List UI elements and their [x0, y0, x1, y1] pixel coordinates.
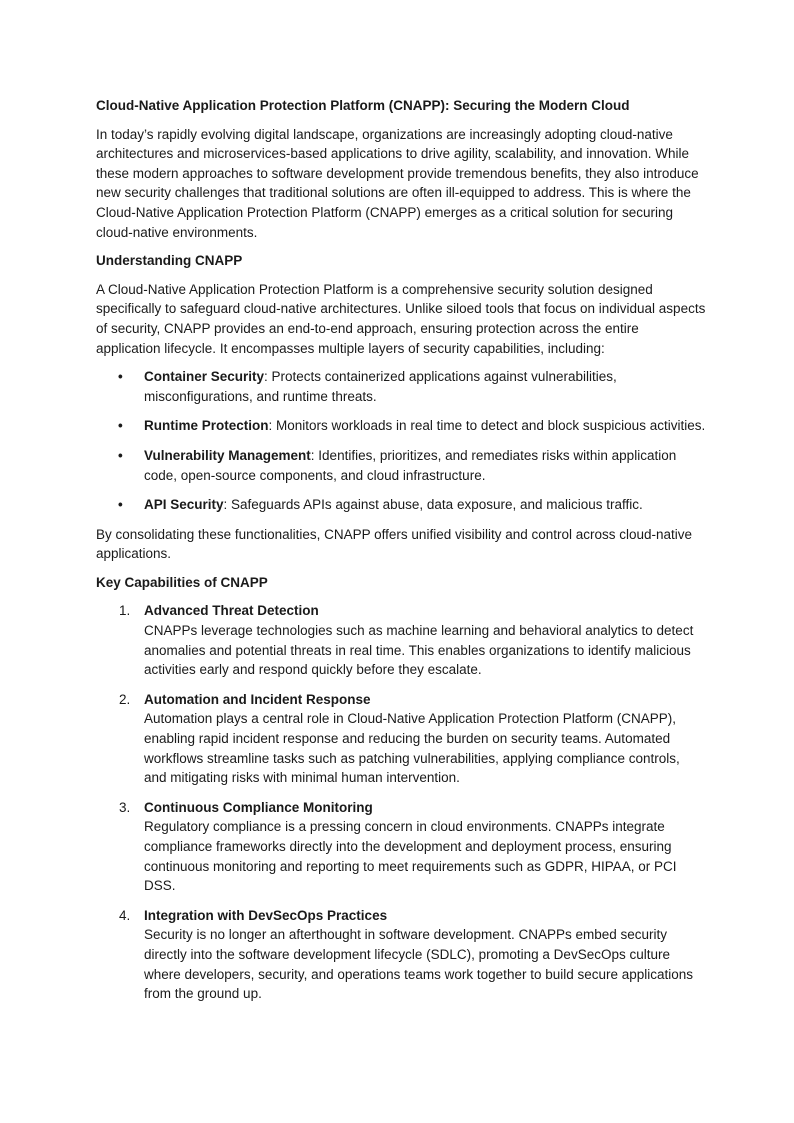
understanding-paragraph: A Cloud-Native Application Protection Platform is a comprehensive security solution designed specifically to safeguard cloud-native architectures. Unlike siloed tools that focus on individual aspects of security, CNAPP provides an end-to-end approach, ensuring protection across the entire application lifecycle. It encompasses multiple layers of security capabilities, including: — [96, 281, 706, 356]
list-item — [96, 798, 706, 896]
bullet-term: API Security — [144, 497, 224, 513]
list-item — [96, 690, 706, 788]
bullet-text: : Safeguards APIs against abuse, data exposure, and malicious traffic. — [223, 497, 643, 513]
bullet-text: : Identifies, prioritizes, and remediates risks within application code, open-source components, and cloud infrastructure. — [144, 447, 677, 483]
bullet-icon: • — [118, 447, 123, 463]
security-layers-list — [96, 367, 706, 515]
item-text: Security is no longer an afterthought in software development. CNAPPs embed security directly into the software development lifecycle (SDLC), promoting a DevSecOps culture where developers, security, and operations teams work together to build secure applications from the ground up. — [144, 927, 694, 1002]
bullet-icon: • — [118, 497, 123, 513]
item-text: Regulatory compliance is a pressing concern in cloud environments. CNAPPs integrate compliance frameworks directly into the development and deployment process, ensuring continuous monitoring and reporting to meet requirements such as GDPR, HIPAA, or PCI DSS. — [144, 819, 677, 894]
intro-paragraph: In today’s rapidly evolving digital landscape, organizations are increasingly adopting cloud-native architectures and microservices-based applications to drive agility, scalability, and innovation. While these modern approaches to software development provide tremendous benefits, they also introduce new security challenges that traditional solutions are often ill-equipped to address. This is where the Cloud-Native Application Protection Platform (CNAPP) emerges as a critical solution for securing cloud-native environments. — [96, 126, 699, 240]
item-title: Integration with DevSecOps Practices — [144, 907, 388, 923]
list-item — [96, 367, 706, 406]
bullet-term: Vulnerability Management — [144, 447, 311, 463]
summary-paragraph: By consolidating these functionalities, CNAPP offers unified visibility and control across cloud-native applications. — [96, 526, 693, 562]
list-item — [96, 416, 706, 436]
document-title: Cloud-Native Application Protection Platform (CNAPP): Securing the Modern Cloud — [96, 98, 630, 113]
list-item — [96, 495, 706, 515]
item-number: 3. — [119, 799, 131, 815]
bullet-icon: • — [118, 369, 123, 385]
item-number: 4. — [119, 907, 131, 923]
document-page — [96, 96, 706, 1014]
item-title: Continuous Compliance Monitoring — [144, 799, 373, 815]
item-number: 1. — [119, 603, 131, 619]
list-item — [96, 601, 706, 679]
section-heading-capabilities: Key Capabilities of CNAPP — [96, 574, 268, 590]
item-number: 2. — [119, 691, 131, 707]
item-text: CNAPPs leverage technologies such as machine learning and behavioral analytics to detect anomalies and potential threats in real time. This enables organizations to identify malicious activities early and respond quickly before they escalate. — [144, 623, 694, 678]
list-item — [96, 446, 706, 485]
section-heading-understanding: Understanding CNAPP — [96, 253, 243, 269]
bullet-text: : Monitors workloads in real time to detect and block suspicious activities. — [268, 418, 706, 434]
bullet-text: : Protects containerized applications against vulnerabilities, misconfigurations, and runtime threats. — [144, 369, 617, 404]
item-text: Automation plays a central role in Cloud-Native Application Protection Platform (CNAPP), enabling rapid incident response and reducing the burden on security teams. Automated workflows streamline tasks such as patching vulnerabilities, applying compliance controls, and mitigating risks with minimal human intervention. — [144, 711, 680, 786]
capabilities-list — [96, 601, 706, 1003]
bullet-term: Container Security — [144, 369, 265, 385]
bullet-term: Runtime Protection — [144, 418, 269, 434]
bullet-icon: • — [118, 418, 123, 434]
item-title: Automation and Incident Response — [144, 691, 371, 707]
item-title: Advanced Threat Detection — [144, 603, 319, 619]
list-item — [96, 906, 706, 1004]
